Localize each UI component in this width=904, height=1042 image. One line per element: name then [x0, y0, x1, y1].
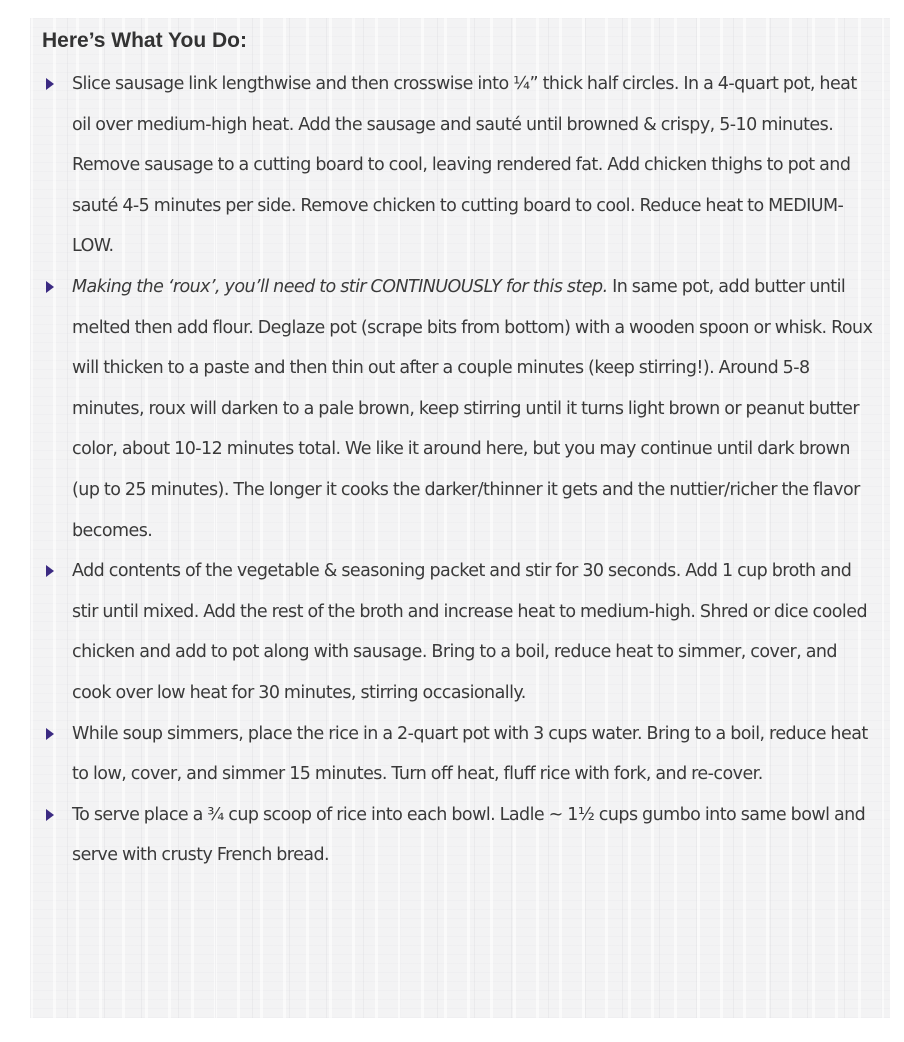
- step-item-5: [42, 795, 878, 876]
- triangle-bullet-icon: [46, 281, 54, 293]
- step-lead-italic: Making the ‘roux’, you’ll need to stir CONTINUOUSLY for this step.: [72, 276, 608, 297]
- step-item-3: [42, 551, 878, 713]
- instructions-panel: [30, 18, 890, 1018]
- step-text: In same pot, add butter until melted then add flour. Deglaze pot (scrape bits from bottom) with a wooden spoon or whisk. Roux will thicken to a paste and then thin out after a couple minutes (keep stirring!). Around 5-8 minutes, roux will darken to a pale brown, keep stirring until it turns light brown or peanut butter color, about 10-12 minutes total. We like it around here, but you may continue until dark brown (up to 25 minutes). The longer it cooks the darker/thinner it gets and the nuttier/richer the flavor becomes.: [72, 276, 873, 541]
- step-item-4: [42, 714, 878, 795]
- step-item-2: [42, 267, 878, 551]
- step-item-1: [42, 64, 878, 267]
- section-heading: Here’s What You Do:: [42, 29, 247, 52]
- triangle-bullet-icon: [46, 809, 54, 821]
- triangle-bullet-icon: [46, 78, 54, 90]
- steps-list: [42, 64, 878, 876]
- step-text: Add contents of the vegetable & seasoning packet and stir for 30 seconds. Add 1 cup broth and stir until mixed. Add the rest of the broth and increase heat to medium-high. Shred or dice cooled chicken and add to pot along with sausage. Bring to a boil, reduce heat to simmer, cover, and cook over low heat for 30 minutes, stirring occasionally.: [72, 561, 868, 703]
- triangle-bullet-icon: [46, 728, 54, 740]
- step-text: While soup simmers, place the rice in a 2-quart pot with 3 cups water. Bring to a boil, reduce heat to low, cover, and simmer 15 minutes. Turn off heat, fluff rice with fork, and re-cover.: [72, 723, 868, 785]
- step-text: Slice sausage link lengthwise and then crosswise into ¼” thick half circles. In a 4-quart pot, heat oil over medium-high heat. Add the sausage and sauté until browned & crispy, 5-10 minutes. Remove sausage to a cutting board to cool, leaving rendered fat. Add chicken thighs to pot and sauté 4-5 minutes per side. Remove chicken to cutting board to cool. Reduce heat to MEDIUM-LOW.: [72, 74, 857, 257]
- step-text: To serve place a ¾ cup scoop of rice into each bowl. Ladle ~ 1½ cups gumbo into same bowl and serve with crusty French bread.: [72, 804, 866, 866]
- triangle-bullet-icon: [46, 565, 54, 577]
